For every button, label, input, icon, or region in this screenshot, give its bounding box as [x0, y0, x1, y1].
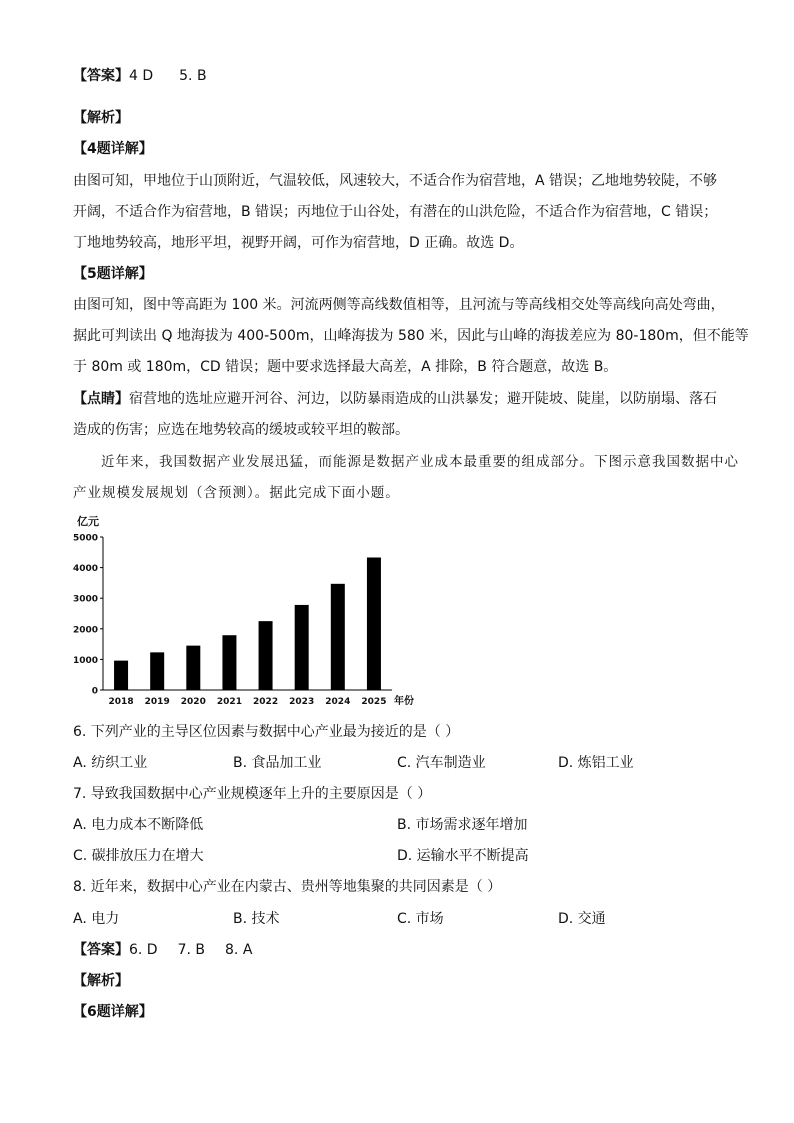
answer-tag: 【答案】	[73, 942, 129, 958]
q4-detail-heading: 【4题详解】	[73, 141, 153, 157]
bar-2021	[222, 635, 236, 690]
answer-7: 7. B	[177, 942, 206, 958]
q8-option-a: A. 电力	[73, 911, 120, 927]
answer-6: 6. D	[129, 942, 158, 958]
x-tick-label: 2019	[144, 697, 170, 707]
y-tick-label: 0	[91, 686, 98, 697]
q6-option-a: A. 纺织工业	[73, 755, 148, 771]
q8-stem: 8. 近年来，数据中心产业在内蒙古、贵州等地集聚的共同因素是（ ）	[73, 879, 502, 895]
answer-4: 4 D	[129, 68, 154, 84]
q8-option-c: C. 市场	[397, 911, 444, 927]
x-tick-label: 2021	[216, 697, 242, 707]
y-tick-label: 2000	[72, 625, 98, 636]
intro-line: 近年来，我国数据产业发展迅猛，而能源是数据产业成本最重要的组成部分。下图示意我国数据中心	[101, 454, 739, 470]
x-tick-label: 2024	[325, 697, 351, 707]
bar-2024	[331, 584, 345, 690]
y-tick-label: 5000	[72, 533, 98, 544]
q7-option-a: A. 电力成本不断降低	[73, 817, 204, 833]
x-tick-label: 2023	[289, 697, 315, 707]
x-axis-label: 年份	[394, 696, 414, 707]
tip-text: 宿营地的选址应避开河谷、河边，以防暴雨造成的山洪暴发；避开陡坡、陡崖，以防崩塌、落石	[129, 391, 717, 407]
q7-option-b: B. 市场需求逐年增加	[397, 817, 528, 833]
y-tick-label: 4000	[72, 564, 98, 575]
y-axis-label: 亿元	[77, 515, 99, 528]
q5-text-line: 于 80m 或 180m，CD 错误；题中要求选择最大高差，A 排除，B 符合题意，故选 B。	[73, 359, 618, 375]
q7-stem: 7. 导致我国数据中心产业规模逐年上升的主要原因是（ ）	[73, 786, 432, 802]
bar-2018	[114, 661, 128, 690]
q8-option-b: B. 技术	[233, 911, 280, 927]
x-tick-label: 2025	[361, 697, 387, 707]
q6-option-b: B. 食品加工业	[233, 755, 322, 771]
bar-2019	[150, 652, 164, 690]
answer-line-2	[73, 940, 252, 960]
q5-detail-heading: 【5题详解】	[73, 266, 153, 282]
tip-tag: 【点睛】	[73, 391, 129, 407]
bar-chart	[70, 510, 430, 710]
q6-stem: 6. 下列产业的主导区位因素与数据中心产业最为接近的是（ ）	[73, 724, 460, 740]
tip-line-2: 造成的伤害；应选在地势较高的缓坡或较平坦的鞍部。	[73, 422, 409, 438]
bar-2022	[259, 621, 273, 690]
x-tick-label: 2018	[108, 697, 134, 707]
x-tick-label: 2022	[253, 697, 279, 707]
tip-line-1	[73, 389, 717, 409]
q4-text-line: 丁地地势较高，地形平坦，视野开阔，可作为宿营地，D 正确。故选 D。	[73, 235, 524, 251]
q6-detail-heading: 【6题详解】	[73, 1004, 153, 1020]
y-tick-label: 1000	[72, 655, 98, 666]
q6-option-c: C. 汽车制造业	[397, 755, 486, 771]
bar-2023	[295, 605, 309, 690]
x-tick-label: 2020	[180, 697, 206, 707]
bar-2025	[367, 558, 381, 690]
q7-option-d: D. 运输水平不断提高	[397, 848, 529, 864]
bar-2020	[186, 646, 200, 690]
y-tick-label: 3000	[72, 594, 98, 605]
q5-text-line: 由图可知，图中等高距为 100 米。河流两侧等高线数值相等，且河流与等高线相交处等高线向高处弯曲，	[73, 297, 725, 313]
q7-option-c: C. 碳排放压力在增大	[73, 848, 204, 864]
q8-option-d: D. 交通	[558, 911, 606, 927]
answer-tag: 【答案】	[73, 68, 129, 84]
q5-text-line: 据此可判读出 Q 地海拔为 400-500m，山峰海拔为 580 米，因此与山峰的海拔差应为 80-180m，但不能等	[73, 328, 749, 344]
answer-line-1	[73, 66, 207, 86]
answer-8: 8. A	[225, 942, 253, 958]
answer-5: 5. B	[179, 68, 207, 84]
analysis-heading-1: 【解析】	[73, 110, 129, 126]
q4-text-line: 开阔，不适合作为宿营地，B 错误；丙地位于山谷处，有潜在的山洪危险，不适合作为宿营地，C 错误；	[73, 204, 718, 220]
analysis-heading-2: 【解析】	[73, 973, 129, 989]
q6-option-d: D. 炼铝工业	[558, 755, 634, 771]
x-axis	[109, 697, 387, 707]
intro-line: 产业规模发展规划（含预测）。据此完成下面小题。	[73, 485, 400, 501]
bars-group	[114, 558, 381, 690]
q4-text-line: 由图可知，甲地位于山顶附近，气温较低，风速较大，不适合作为宿营地，A 错误；乙地地势较陡，不够	[73, 173, 718, 189]
